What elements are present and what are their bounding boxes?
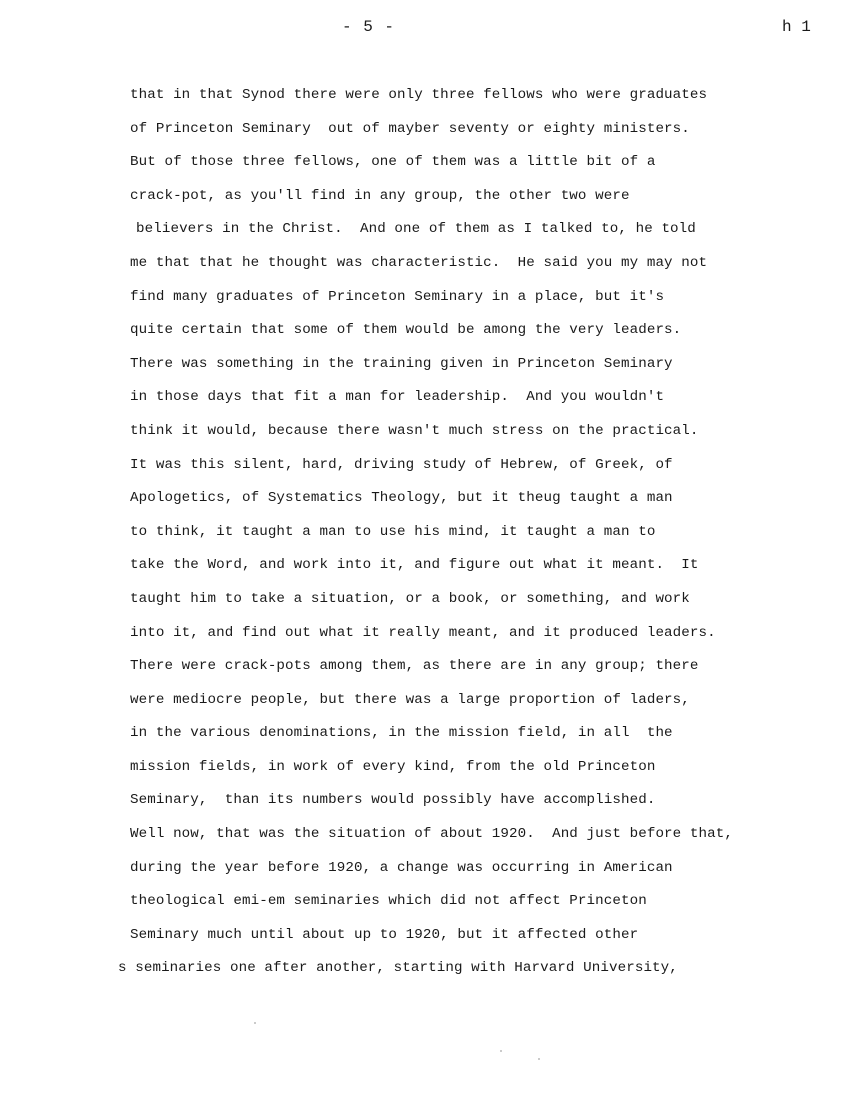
text-line: find many graduates of Princeton Seminary in a place, but it's (130, 288, 665, 305)
text-line: think it would, because there wasn't much stress on the practical. (130, 422, 699, 439)
text-line: believers in the Christ. And one of them as I talked to, he told (136, 221, 696, 238)
text-line: s seminaries one after another, starting with Harvard University, (118, 960, 678, 977)
text-line: There was something in the training given in Princeton Seminary (130, 355, 673, 372)
text-line: Well now, that was the situation of about 1920. And just before that, (130, 826, 733, 843)
text-line: taught him to take a situation, or a book, or something, and work (130, 590, 690, 607)
text-line: theological emi-em seminaries which did not affect Princeton (130, 893, 647, 910)
paper-speck (538, 1058, 540, 1060)
text-line: that in that Synod there were only three fellows who were graduates (130, 87, 708, 103)
text-line: It was this silent, hard, driving study of Hebrew, of Greek, of (130, 456, 673, 473)
paper-speck (500, 1050, 502, 1052)
text-line: Seminary much until about up to 1920, but it affected other (130, 926, 639, 943)
paper-speck (254, 1022, 256, 1024)
text-line: mission fields, in work of every kind, from the old Princeton (130, 758, 656, 775)
corner-mark: h 1 (782, 18, 811, 36)
page-number: - 5 - (342, 18, 396, 36)
text-line: in the various denominations, in the mission field, in all the (130, 725, 673, 742)
text-line: me that that he thought was characteristic. He said you my may not (130, 254, 708, 271)
text-line: There were crack-pots among them, as there are in any group; there (130, 658, 699, 675)
text-line: Seminary, than its numbers would possibly have accomplished. (130, 792, 656, 809)
text-line: during the year before 1920, a change was occurring in American (130, 859, 673, 876)
text-line: into it, and find out what it really meant, and it produced leaders. (130, 624, 716, 641)
text-line: take the Word, and work into it, and figure out what it meant. It (130, 557, 699, 574)
text-line: of Princeton Seminary out of mayber seventy or eighty ministers. (130, 120, 690, 137)
text-line: to think, it taught a man to use his mind, it taught a man to (130, 523, 656, 540)
text-line: quite certain that some of them would be among the very leaders. (130, 322, 682, 339)
text-line: in those days that fit a man for leadership. And you wouldn't (130, 389, 665, 406)
text-line: crack-pot, as you'll find in any group, the other two were (130, 187, 630, 204)
typed-body-text (118, 84, 733, 991)
text-line: Apologetics, of Systematics Theology, but it theug taught a man (130, 490, 673, 507)
text-line: But of those three fellows, one of them was a little bit of a (130, 154, 656, 171)
text-line: were mediocre people, but there was a large proportion of laders, (130, 691, 690, 708)
